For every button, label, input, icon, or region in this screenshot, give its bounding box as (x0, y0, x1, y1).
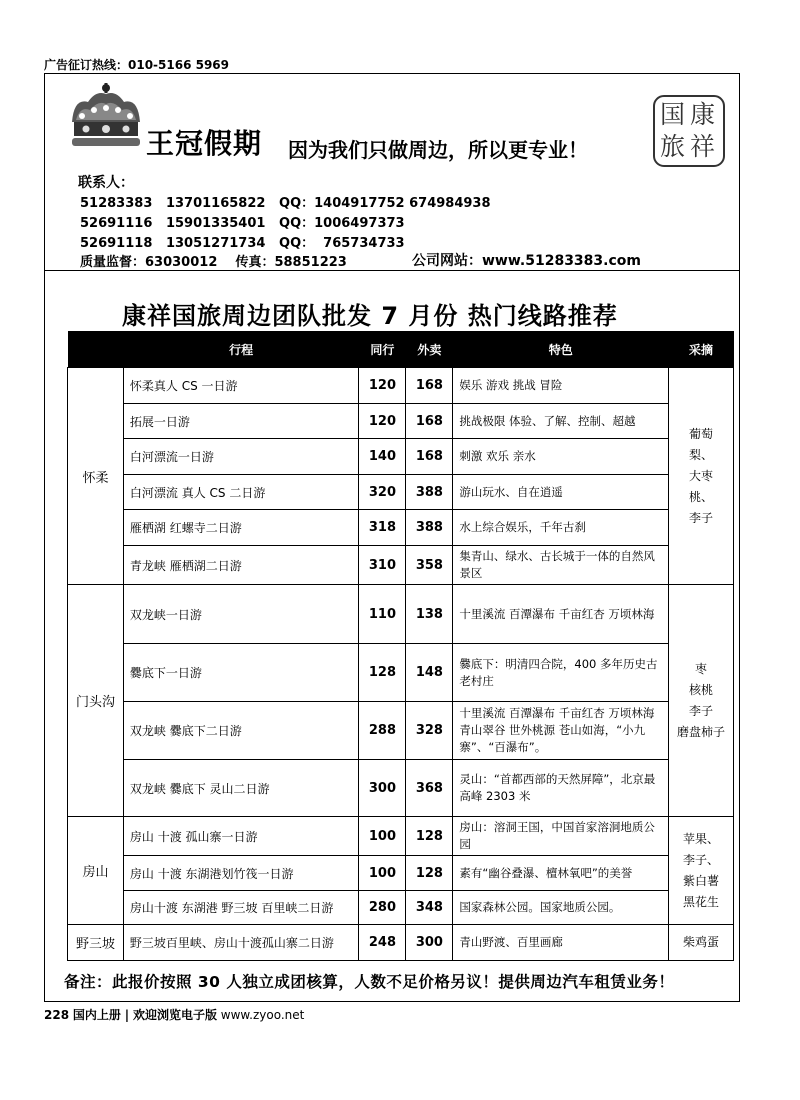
region-cell: 房山 (68, 817, 124, 925)
region-cell: 野三坡 (68, 925, 124, 961)
seal-char: 祥 (690, 132, 716, 161)
table-row (68, 439, 734, 475)
feature-cell: 水上综合娱乐，千年古刹 (453, 510, 669, 546)
seal-char: 康 (690, 100, 716, 129)
feature-cell: 游山玩水、自在逍遥 (453, 475, 669, 510)
footer-welcome: 欢迎浏览电子版 (132, 1008, 217, 1022)
header-picking: 采摘 (669, 331, 734, 368)
picking-line: 大枣 (689, 468, 714, 483)
table-row (68, 817, 734, 856)
contact-line: 52691118 13051271734 QQ： 765734733 (80, 236, 405, 251)
itinerary-cell: 雁栖湖 红螺寺二日游 (123, 510, 359, 546)
picking-cell (669, 585, 734, 817)
peer-price-cell: 280 (359, 891, 406, 925)
picking-line: 枣 (695, 661, 708, 676)
peer-price-cell: 310 (359, 546, 406, 585)
itinerary-cell: 白河漂流一日游 (123, 439, 359, 475)
feature-cell: 集青山、绿水、古长城于一体的自然风景区 (453, 546, 669, 585)
table-row (68, 475, 734, 510)
section-name: 国内上册 (72, 1008, 121, 1022)
page-number: 228 (44, 1008, 70, 1022)
picking-line: 苹果、 (683, 831, 720, 846)
contact-title: 联系人： (78, 175, 134, 191)
retail-price-cell: 388 (406, 475, 453, 510)
retail-price-cell: 300 (406, 925, 453, 961)
header-blank (68, 331, 124, 368)
feature-cell: 素有“幽谷叠瀑、檀林氧吧”的美誉 (453, 856, 669, 891)
table-row (68, 856, 734, 891)
peer-price-cell: 248 (359, 925, 406, 961)
itinerary-cell: 双龙峡一日游 (123, 585, 359, 644)
itinerary-cell: 野三坡百里峡、房山十渡孤山寨二日游 (123, 925, 359, 961)
retail-price-cell: 328 (406, 702, 453, 760)
seal-char: 旅 (660, 132, 686, 161)
footer-url[interactable]: www.zyoo.net (220, 1008, 305, 1022)
table-row (68, 585, 734, 644)
feature-cell: 挑战极限 体验、了解、控制、超越 (453, 404, 669, 439)
feature-cell: 刺激 欢乐 亲水 (453, 439, 669, 475)
itinerary-cell: 拓展一日游 (123, 404, 359, 439)
retail-price-cell: 168 (406, 368, 453, 404)
picking-line: 紫白薯 (683, 873, 720, 888)
region-cell: 门头沟 (68, 585, 124, 817)
table-row (68, 546, 734, 585)
feature-cell: 青山野渡、百里画廊 (453, 925, 669, 961)
retail-price-cell: 168 (406, 439, 453, 475)
tour-table (67, 331, 734, 961)
table-header-row (68, 331, 734, 368)
page-headline: 康祥国旅周边团队批发 7 月份 热门线路推荐 (122, 302, 618, 330)
quality-fax-line: 质量监督：63030012 传真：58851223 (80, 255, 347, 270)
feature-cell: 爨底下：明清四合院，400 多年历史古老村庄 (453, 644, 669, 702)
itinerary-cell: 双龙峡 爨底下 灵山二日游 (123, 760, 359, 817)
contact-line: 52691116 15901335401 QQ：1006497373 (80, 216, 405, 231)
peer-price-cell: 120 (359, 404, 406, 439)
peer-price-cell: 100 (359, 817, 406, 856)
picking-line: 葡萄 (689, 426, 714, 441)
peer-price-cell: 288 (359, 702, 406, 760)
itinerary-cell: 房山 十渡 孤山寨一日游 (123, 817, 359, 856)
picking-cell (669, 925, 734, 961)
ad-hotline: 广告征订热线：010-5166 5969 (44, 58, 230, 72)
picking-line: 桃、 (689, 489, 714, 504)
retail-price-cell: 358 (406, 546, 453, 585)
retail-price-cell: 138 (406, 585, 453, 644)
table-row (68, 891, 734, 925)
feature-cell: 十里溪流 百潭瀑布 千亩红杏 万顷林海 青山翠谷 世外桃源 苍山如海，“小九寨”、“百瀑布”。 (453, 702, 669, 760)
slogan: 因为我们只做周边，所以更专业！ (288, 138, 588, 162)
peer-price-cell: 128 (359, 644, 406, 702)
tour-table-body (68, 368, 734, 961)
table-row (68, 510, 734, 546)
table-row (68, 925, 734, 961)
table-row (68, 760, 734, 817)
feature-cell: 十里溪流 百潭瀑布 千亩红杏 万顷林海 (453, 585, 669, 644)
header-retail-price: 外卖 (406, 331, 453, 368)
contact-line: 51283383 13701165822 QQ：1404917752 674984938 (80, 196, 491, 211)
peer-price-cell: 320 (359, 475, 406, 510)
retail-price-cell: 168 (406, 404, 453, 439)
header-itinerary: 行程 (123, 331, 359, 368)
itinerary-cell: 爨底下一日游 (123, 644, 359, 702)
retail-price-cell: 388 (406, 510, 453, 546)
picking-line: 磨盘柿子 (677, 724, 726, 739)
table-row (68, 368, 734, 404)
picking-cell (669, 817, 734, 925)
company-seal (652, 94, 726, 168)
feature-cell: 娱乐 游戏 挑战 冒险 (453, 368, 669, 404)
itinerary-cell: 房山 十渡 东湖港划竹筏一日游 (123, 856, 359, 891)
feature-cell: 灵山：“首都西部的天然屏障”，北京最高峰 2303 米 (453, 760, 669, 817)
peer-price-cell: 100 (359, 856, 406, 891)
table-row (68, 644, 734, 702)
retail-price-cell: 348 (406, 891, 453, 925)
table-row (68, 404, 734, 439)
crown-logo-icon (66, 80, 146, 160)
retail-price-cell: 128 (406, 817, 453, 856)
remark-note: 备注：此报价按照 30 人独立成团核算，人数不足价格另议！提供周边汽车租赁业务！ (64, 973, 675, 991)
picking-line: 李子 (689, 510, 714, 525)
company-website[interactable]: 公司网站：www.51283383.com (412, 253, 641, 269)
peer-price-cell: 140 (359, 439, 406, 475)
itinerary-cell: 怀柔真人 CS 一日游 (123, 368, 359, 404)
peer-price-cell: 120 (359, 368, 406, 404)
region-cell: 怀柔 (68, 368, 124, 585)
retail-price-cell: 128 (406, 856, 453, 891)
page-footer (44, 1006, 304, 1023)
footer-separator: | (124, 1008, 130, 1022)
itinerary-cell: 双龙峡 爨底下二日游 (123, 702, 359, 760)
feature-cell: 房山：溶洞王国，中国首家溶洞地质公园 (453, 817, 669, 856)
header-peer-price: 同行 (359, 331, 406, 368)
itinerary-cell: 青龙峡 雁栖湖二日游 (123, 546, 359, 585)
peer-price-cell: 300 (359, 760, 406, 817)
picking-line: 李子、 (683, 852, 720, 867)
picking-line: 梨、 (689, 447, 714, 462)
retail-price-cell: 148 (406, 644, 453, 702)
retail-price-cell: 368 (406, 760, 453, 817)
picking-line: 柴鸡蛋 (683, 935, 720, 949)
table-row (68, 702, 734, 760)
picking-cell (669, 368, 734, 585)
picking-line: 黑花生 (683, 894, 720, 909)
itinerary-cell: 白河漂流 真人 CS 二日游 (123, 475, 359, 510)
picking-line: 李子 (689, 703, 714, 718)
brand-name: 王冠假期 (146, 127, 263, 160)
header-feature: 特色 (453, 331, 669, 368)
peer-price-cell: 110 (359, 585, 406, 644)
seal-char: 国 (660, 100, 686, 129)
itinerary-cell: 房山十渡 东湖港 野三坡 百里峡二日游 (123, 891, 359, 925)
feature-cell: 国家森林公园。国家地质公园。 (453, 891, 669, 925)
peer-price-cell: 318 (359, 510, 406, 546)
picking-line: 核桃 (689, 682, 714, 697)
